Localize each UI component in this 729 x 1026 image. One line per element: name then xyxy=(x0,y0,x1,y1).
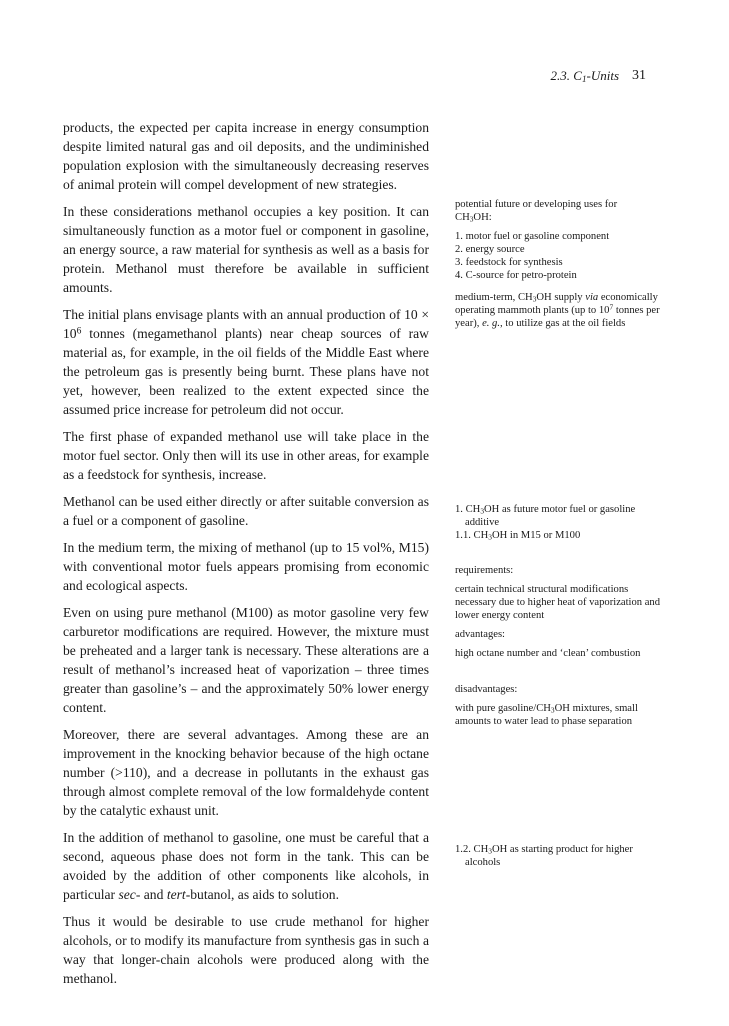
disadvantages-label: disadvantages: xyxy=(455,684,518,695)
paragraph-9: In the addition of methanol to gasoline, one must be careful that a second, aqueous phase does not form in the tank. This can be avoided by the addition of other components like alcohols, in particular sec- and tert-butanol, as aids to solution. xyxy=(63,830,429,902)
paragraph-4: The first phase of expanded methanol use will take place in the motor fuel sector. Only then will its use in other areas, for example as a feedstock for synthesis, increase. xyxy=(63,429,429,482)
paragraph-6: In the medium term, the mixing of methanol (up to 15 vol%, M15) with conventional motor fuels appears promising from economic and ecological aspects. xyxy=(63,540,429,593)
advantages-text: high octane number and ‘clean’ combustion xyxy=(455,648,641,659)
list-item: 2. energy source xyxy=(455,244,525,255)
margin-note-fuel xyxy=(455,503,670,542)
margin-note-uses xyxy=(455,198,670,282)
uses-title: potential future or developing uses for $CH_3OH$: xyxy=(455,199,618,224)
paragraph-7: Even on using pure methanol (M100) as motor gasoline very few carburetor modifications are required. However, the mixture must be preheated and a larger tank is necessary. These alterations are a result of methanol’s increased heat of vaporization – three times greater than gasoline’s – and the approximately 50% lower energy content. xyxy=(63,605,429,715)
alcohols-heading: 1.2. $CH_3OH$ as starting product for higher xyxy=(455,844,633,856)
alcohols-heading-cont: alcohols xyxy=(465,857,501,868)
fuel-subheading: 1.1. $CH_3OH$ in M15 or M100 xyxy=(455,530,581,542)
margin-note-supply xyxy=(455,291,670,330)
section-title: 2.3. $C_1$-Units xyxy=(550,68,619,84)
paragraph-1: products, the expected per capita increase in energy consumption despite limited natural gas and oil deposits, and the undiminished population explosion with the simultaneously decreasing reserves of animal protein will compel development of new strategies. xyxy=(63,120,429,192)
requirements-text: certain technical structural modifications necessary due to higher heat of vaporization and lower energy content xyxy=(455,584,661,621)
running-header xyxy=(0,68,729,88)
advantages-label: advantages: xyxy=(455,629,506,640)
paragraph-3: The initial plans envisage plants with an annual production of $10 \times 10^6$ tonnes (megamethanol plants) near cheap sources of raw material as, for example, in the oil fields of the Middle East where the petroleum gas is presently being burnt. These plans have not yet, however, been realized to the extent expected since the assumed price increase for petroleum did not occur. xyxy=(63,307,429,417)
list-item: 1. motor fuel or gasoline component xyxy=(455,231,610,242)
list-item: 3. feedstock for synthesis xyxy=(455,257,563,268)
supply-text: medium-term, $CH_3OH$ supply via economically operating mammoth plants (up to $10^7$ tonnes per year), e. g., to utilize gas at the oil fields xyxy=(455,292,660,329)
main-text-column xyxy=(63,118,429,996)
paragraph-2: In these considerations methanol occupies a key position. It can simultaneously function as a motor fuel or component in gasoline, an energy source, a raw material for synthesis as well as a basis for protein. Methanol must therefore be available in sufficient amounts. xyxy=(63,204,429,295)
uses-list xyxy=(455,230,670,282)
paragraph-5: Methanol can be used either directly or after suitable conversion as a fuel or a component of gasoline. xyxy=(63,494,429,528)
margin-note-disadvantages xyxy=(455,683,670,728)
paragraph-10: Thus it would be desirable to use crude methanol for higher alcohols, or to modify its manufacture from synthesis gas in such a way that longer-chain alcohols were produced along with the methanol. xyxy=(63,914,429,986)
requirements-label: requirements: xyxy=(455,565,514,576)
page-number: 31 xyxy=(632,68,646,83)
margin-note-alcohols xyxy=(455,843,670,869)
list-item: 4. C-source for petro-protein xyxy=(455,270,577,281)
fuel-heading: 1. $CH_3OH$ as future motor fuel or gasoline xyxy=(455,504,636,516)
fuel-heading-cont: additive xyxy=(465,517,500,528)
paragraph-8: Moreover, there are several advantages. Among these are an improvement in the knocking behavior because of the high octane number (>110), and a decrease in pollutants in the exhaust gas through almost complete removal of the low formaldehyde content by the catalytic exhaust unit. xyxy=(63,727,429,818)
disadvantages-text: with pure gasoline/$CH_3OH$ mixtures, small amounts to water lead to phase separation xyxy=(455,703,638,727)
margin-note-requirements xyxy=(455,564,670,660)
